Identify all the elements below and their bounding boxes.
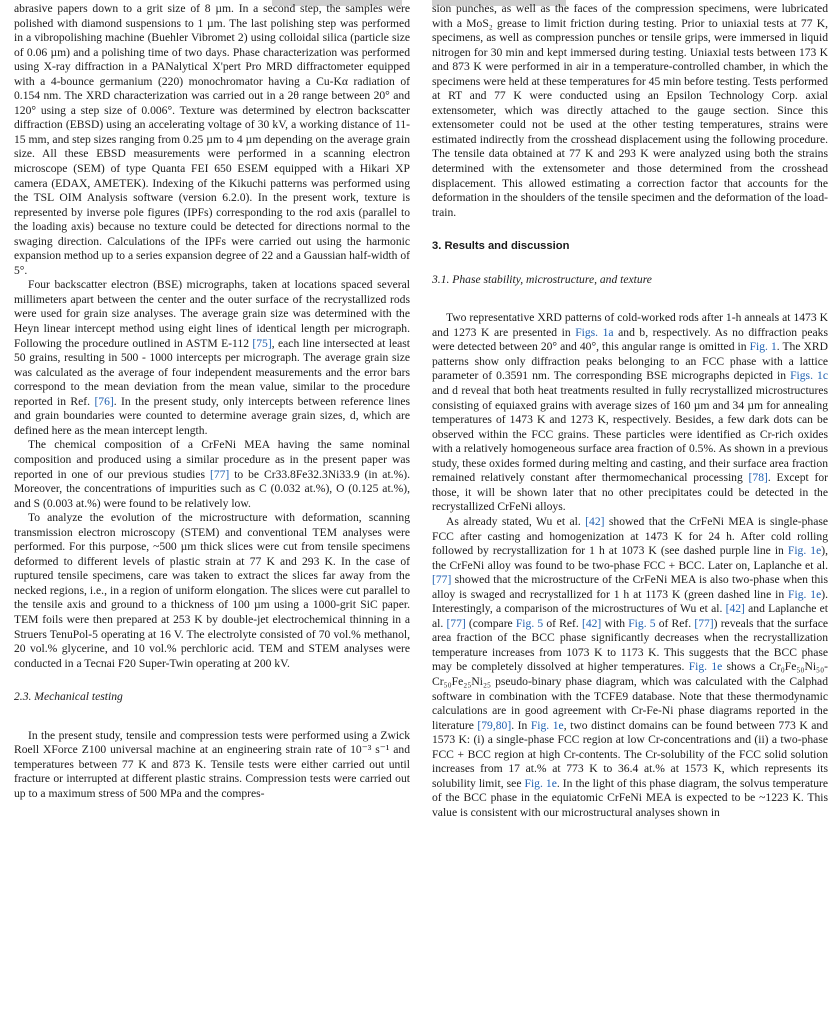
citation-link[interactable]: [77] [446, 616, 466, 630]
left-column [14, 2, 410, 801]
citation-link[interactable]: [42] [725, 602, 745, 616]
text: to be Cr33.8Fe32.3Ni33.9 (in at.%). Moreover, the concentrations of impurities such as C (0.032 at.%), O (0.125 at.%), and S (0.003 at.%) were found to be relatively low. [14, 467, 410, 510]
paragraph-testing-cont [432, 2, 828, 220]
paper-page [14, 0, 829, 1024]
text: . Except for those, it will be shown later that no other precipitates could be detected in the recrystallized CrFeNi alloys. [432, 471, 828, 514]
citation-link[interactable]: [42] [581, 616, 602, 630]
text: of Ref. [543, 616, 582, 630]
text: sion punches, as well as the faces of the compression specimens, were lubricated with a MoS₂ grease to limit friction during testing. Prior to uniaxial tests at 77 K, specimens, as well as compression punches or tensile grips, were immersed in liquid nitrogen for 30 min and kept immersed during testing. Uniaxial tests between 173 K and 873 K were performed in air in a temperature-controlled chamber, in which the specimens were held at these temperatures for 45 min before testing. Tests performed at RT and 77 K were conducted using an Epsilon Technology Corp. axial extensometer, which was directly attached to the gauge section. Since this extensometer could not be used at the other testing temperatures, strains were estimated indirectly from the crosshead displacement using the following procedure. The tensile data obtained at 77 K and 293 K were analyzed using both the strains determined with the extensometer and those determined from the crosshead displacement. This allowed estimating a correction factor that accounts for the deformation in the shoulders of the tensile specimen and the deformation of the load-train. [432, 2, 828, 219]
figure-link[interactable]: Fig. 1 [749, 340, 777, 354]
text: of Ref. [655, 616, 695, 630]
citation-link[interactable]: [75] [252, 336, 272, 350]
text: (compare [465, 616, 516, 630]
text: Four backscatter electron (BSE) micrographs, taken at locations spaced several millimeters apart between the center and the outer surface of the recrystallized rods were used for grain size analyses. The average grain size was determined with the Heyn linear intercept method using eight lines of identical length per micrograph. Following the procedure outlined in ASTM E-112 [14, 278, 410, 350]
right-column [432, 2, 828, 820]
text: Two representative XRD patterns of cold-worked rods after 1-h anneals at 1473 K and 1273 K are presented in [432, 311, 828, 339]
paragraph-phase-diagram [432, 515, 828, 820]
paragraph-xrd [432, 311, 828, 515]
figure-link[interactable]: Fig. 1e [688, 660, 723, 674]
text: The chemical composition of a CrFeNi MEA having the same nominal composition and produced using a similar procedure as in the present paper was reported in one of our previous studies [14, 438, 410, 481]
citation-link[interactable]: [78] [748, 471, 768, 485]
text: ) reveals that the surface area fraction of the BCC phase significantly decreases when the recrystallization temperature increases from 1073 K to 1173 K. This suggests that the BCC phase may be completely dissolved at higher temperatures. [432, 616, 829, 674]
figure-link[interactable]: Fig. 1e [524, 776, 557, 790]
text: , two distinct domains can be found between 773 K and 1573 K: (i) a single-phase FCC region at low Cr-concentrations and (ii) a two-phase FCC + BCC region at high Cr-contents. The Cr-solubility of the FCC solid solution increases from 17 at.% at 773 K to 36.4 at.% at 1573 K, which represents its solubility limit, see [432, 718, 829, 790]
text: In the present study, tensile and compression tests were performed using a Zwick Roell XForce Z100 universal machine at an engineering strain rate of 10⁻³ s⁻¹ and temperatures between 77 K and 873 K. Tensile tests were either carried out until fracture or interrupted at different plastic strains. Compression tests were carried out up to a maximum stress of 500 MPa and the compres- [14, 728, 410, 800]
figure-link[interactable]: Fig. 5 [628, 616, 656, 630]
paragraph-grain-size [14, 278, 410, 438]
citation-link[interactable]: [77] [209, 467, 230, 481]
subsection-heading-mechanical-testing: 2.3. Mechanical testing [14, 690, 123, 704]
citation-link[interactable]: [77] [432, 573, 452, 587]
text: and Laplanche et al. [432, 602, 828, 630]
figure-link[interactable]: Fig. 5 [515, 616, 544, 630]
text: . In [511, 718, 531, 732]
citation-link[interactable]: [76] [94, 394, 114, 408]
text: To analyze the evolution of the microstructure with deformation, scanning transmission electron microscopy (STEM) and conventional TEM analyses were performed. For this purpose, ~500 µm thick slices were cut from tensile specimens deformed to different levels of plastic strain at 77 K and 293 K. In the case of ruptured tensile specimens, care was taken to extract the slices far away from the necked regions, i.e., in a region of uniform elongation. The slices were cut parallel to the tensile axis and ground to a thickness of 100 µm using a 1000-grit SiC paper. TEM foils were then prepared at 253 K by double-jet electrochemical thinning in a Struers TenuPol-5 operating at 16 V. The electrolyte consisted of 70 vol.% methanol, 20 vol.% glycerine, and 10 vol.% perchloric acid. TEM and STEM analyses were conducted in a Tecnai F20 Super-Twin operating at 200 kV. [14, 511, 410, 670]
text: shows a Cr₀Fe₅₀Ni₅₀-Cr₅₀Fe₂₅Ni₂₅ pseudo-binary phase diagram, which was calculated with the Calphad software in combination with the TCFE9 database. Note that these thermodynamic calculations are in good agreement with Cr-Fe-Ni phase diagrams reported in the literature [432, 660, 828, 732]
paragraph-mechanical-testing [14, 729, 410, 802]
citation-link[interactable]: [79,80] [477, 718, 512, 732]
subsection-heading-phase-stability: 3.1. Phase stability, microstructure, and texture [432, 272, 652, 286]
text: showed that the microstructure of the CrFeNi MEA is also two-phase when this alloy is swaged and recrystallized for 1 h at 1173 K (green dashed line in [432, 573, 828, 601]
text: . In the present study, only intercepts between reference lines and grain boundaries were counted to determine average grain sizes, d, which are defined here as the mean intercept length. [14, 394, 410, 437]
text: . In the light of this phase diagram, the solvus temperature of the BCC phase in the equiatomic CrFeNi MEA is expected to be ~1223 K. This value is consistent with our microstructural analyses shown in [432, 776, 828, 819]
figure-link[interactable]: Fig. 1e [787, 544, 822, 558]
text: abrasive papers down to a grit size of 8 µm. In a second step, the samples were polished with diamond suspensions to 1 µm. The last polishing step was performed in a vibropolishing machine (Buehler Vibromet 2) using colloidal silica (particle size of 0.06 µm) and a polishing time of two days. Phase characterization was performed using X-ray diffraction in a PANalytical X'pert Pro MRD diffractometer equipped with a 4-bounce germanium (220) monochromator having a Cu-Kα radiation of 0.154 nm. The XRD characterization was carried out in a 2θ range between 20° and 120° using a step size of 0.006°. Texture was determined by electron backscatter diffraction (EBSD) using an accelerating voltage of 30 kV, a working distance of 11-15 mm, and step sizes ranging from 0.25 µm to 4 µm depending on the average grain size. All these EBSD measurements were performed in a scanning electron microscope (SEM) of type Quanta FEI 650 ESEM equipped with a Hikari XP camera (EDAX, AMETEK). Indexing of the Kikuchi patterns was performed using the TSL OIM Analysis software (version 6.2.0). In the present work, texture is represented by inverse pole figures (IPFs) corresponding to the rod axis (parallel to the loading axis) because no texture could be detected for directions normal to the swaging direction. Calculations of the IPFs were carried out using the harmonic expansion method up to a series expansion degree of 22 and a Gaussian half-width of 5°. [14, 2, 411, 277]
figure-link[interactable]: Figs. 1a [575, 325, 614, 339]
figure-link[interactable]: Fig. 1e [788, 587, 822, 601]
text: with [601, 616, 629, 630]
text: . The XRD patterns show only diffraction peaks belonging to an FCC phase with a lattice parameter of 0.3591 nm. The corresponding BSE micrographs depicted in [432, 340, 828, 383]
text: , each line intersected at least 50 grains, resulting in 500 - 1000 intercepts per micrograph. The average grain size was calculated as the average of four independent measurements and the error bars correspond to the mean deviation from the mean value, similar to the procedure reported in Ref. [14, 336, 410, 408]
text: showed that the CrFeNi MEA is single-phase FCC after casting and homogenization at 1473 K for 24 h. After cold rolling followed by recrystallization for 1 h at 1073 K (see dashed purple line in [432, 514, 828, 558]
paragraph-sample-prep [14, 2, 410, 278]
section-heading-results: 3. Results and discussion [432, 240, 570, 253]
figure-link[interactable]: Fig. 1e [530, 718, 564, 732]
paragraph-tem [14, 511, 410, 671]
text: As already stated, Wu et al. [446, 514, 586, 528]
paragraph-composition [14, 438, 410, 511]
citation-link[interactable]: [42] [585, 514, 605, 528]
text: ). Interestingly, a comparison of the microstructures of Wu et al. [432, 587, 828, 616]
text: and d reveal that both heat treatments resulted in fully recrystallized microstructures consisting of equiaxed grains with average sizes of 160 µm and 34 µm for annealing temperatures of 1473 K and 1273 K, respectively. Besides, a few dark dots can be observed within the FCC grains. These particles were identified as Cr-rich oxides with a relatively homogeneous surface area fraction of 0.5%. As shown in a previous study, these oxides formed during melting and casting, and their surface area fraction remained relatively constant after thermomechanical processing [432, 384, 828, 485]
text: and b, respectively. As no diffraction peaks were detected between 20° and 40°, this angular range is omitted in [432, 325, 828, 354]
text: ), the CrFeNi alloy was found to be two-phase FCC + BCC. Later on, Laplanche et al. [432, 544, 828, 572]
citation-link[interactable]: [77] [694, 616, 714, 630]
figure-link[interactable]: Figs. 1c [790, 369, 828, 383]
